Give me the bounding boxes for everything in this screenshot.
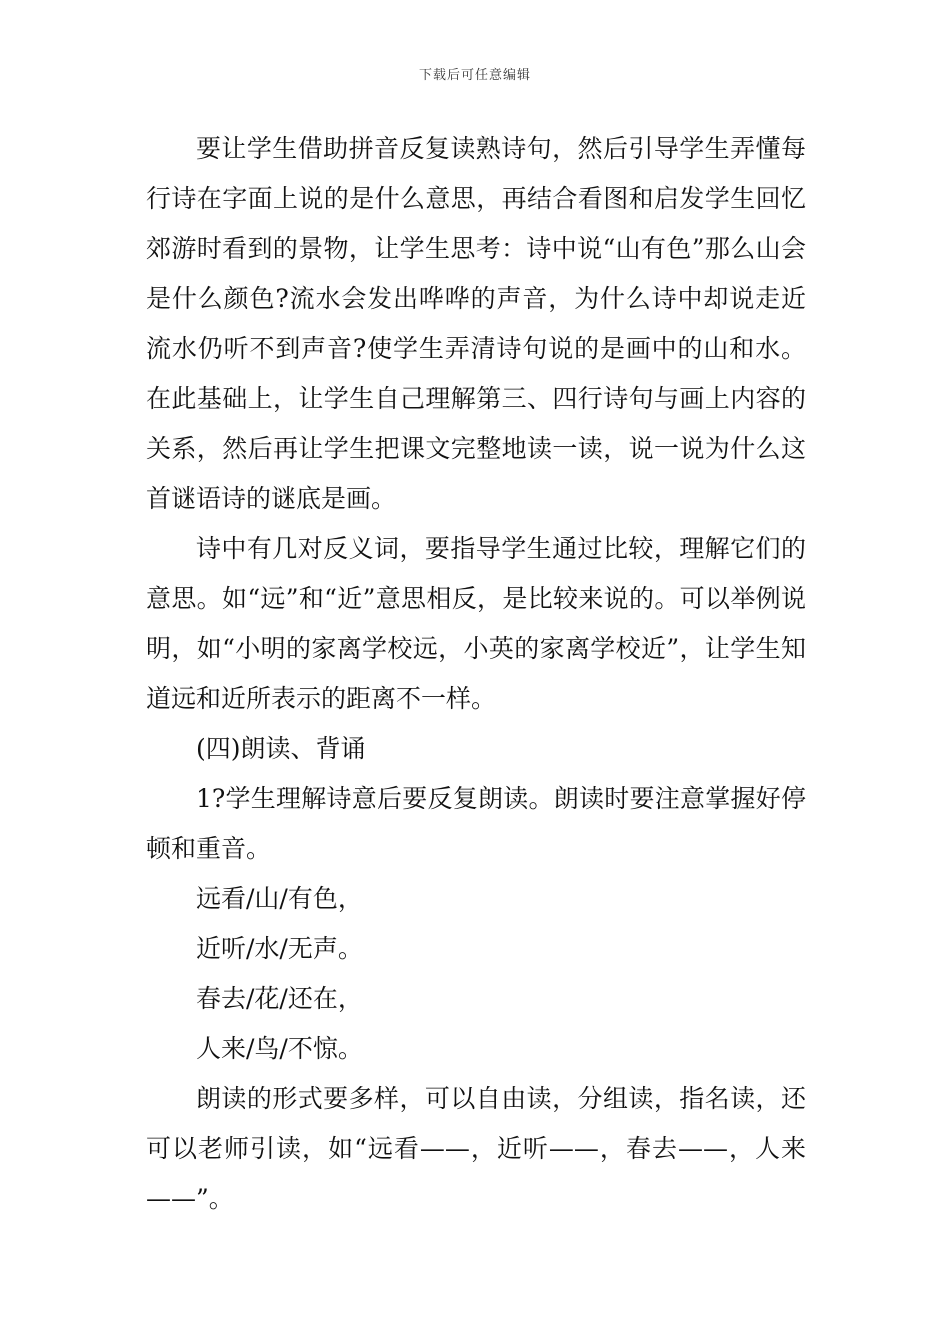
paragraph-reading-tips: 1?学生理解诗意后要反复朗读。朗读时要注意掌握好停顿和重音。 — [146, 784, 806, 863]
poem-line-1: 远看/山/有色， — [196, 884, 363, 913]
poem-line-4: 人来/鸟/不惊。 — [196, 1034, 363, 1063]
poem-line-2: 近听/水/无声。 — [196, 934, 363, 963]
poem-line-3: 春去/花/还在， — [196, 984, 363, 1013]
paragraph-antonyms: 诗中有几对反义词，要指导学生通过比较，理解它们的意思。如“远”和“近”意思相反，是比较来说的。可以举例说明，如“小明的家离学校远，小英的家离学校近”，让学生知道远和近所表示的距离不一样。 — [146, 534, 806, 713]
paragraph-reading-forms: 朗读的形式要多样，可以自由读，分组读，指名读，还可以老师引读，如“远看——，近听——，春去——，人来——”。 — [146, 1084, 806, 1213]
paragraph-reading-guidance: 要让学生借助拼音反复读熟诗句，然后引导学生弄懂每行诗在字面上说的是什么意思，再结合看图和启发学生回忆郊游时看到的景物，让学生思考：诗中说“山有色”那么山会是什么颜色?流水会发出哗哗的声音，为什么诗中却说走近流水仍听不到声音?使学生弄清诗句说的是画中的山和水。在此基础上，让学生自己理解第三、四行诗句与画上内容的关系，然后再让学生把课文完整地读一读，说一说为什么这首谜语诗的谜底是画。 — [146, 134, 806, 513]
section-heading-reading-recitation: (四)朗读、背诵 — [196, 734, 366, 763]
page-header: 下载后可任意编辑 — [418, 68, 531, 83]
document-body — [146, 124, 806, 1224]
